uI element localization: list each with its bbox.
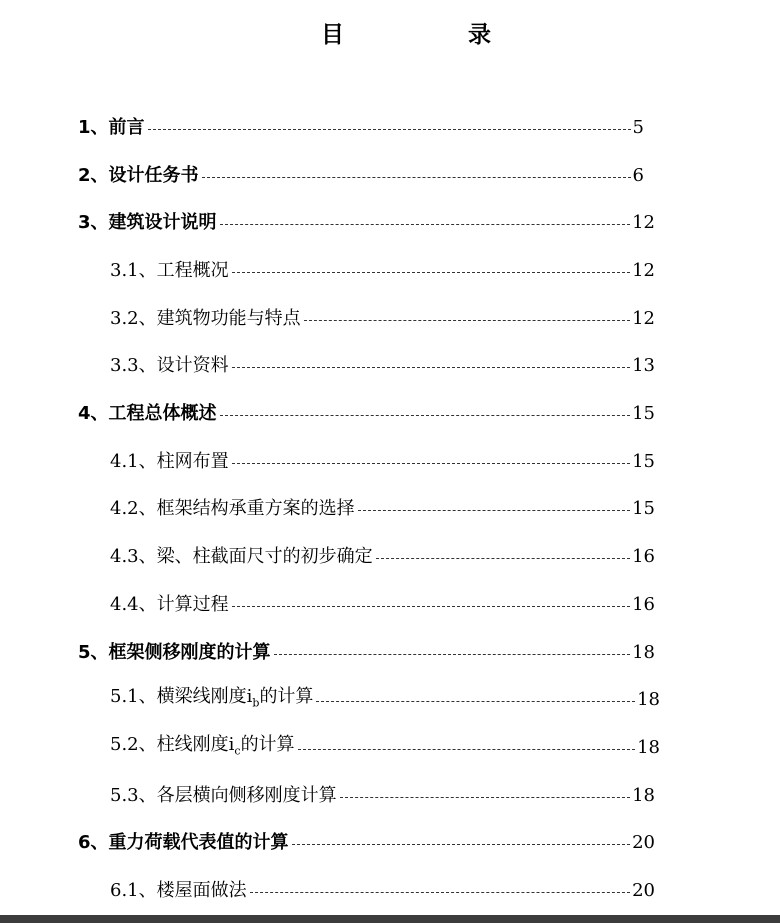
toc-page-number: 15 bbox=[632, 403, 655, 424]
toc-entry[interactable] bbox=[110, 685, 660, 715]
toc-label: 2、设计任务书 bbox=[78, 165, 199, 186]
toc-label: 3.3、设计资料 bbox=[110, 355, 229, 376]
dot-leader bbox=[220, 415, 631, 416]
toc-page-number: 18 bbox=[632, 785, 655, 806]
window-bottom-edge bbox=[0, 915, 780, 923]
toc-page-number: 12 bbox=[632, 308, 655, 329]
toc-entry[interactable] bbox=[78, 399, 655, 429]
toc-label: 4.3、梁、柱截面尺寸的初步确定 bbox=[110, 546, 373, 567]
toc-page-number: 12 bbox=[632, 260, 655, 281]
dot-leader bbox=[232, 367, 630, 368]
toc-page-number: 12 bbox=[632, 212, 655, 233]
toc-entry[interactable] bbox=[110, 351, 655, 381]
dot-leader bbox=[340, 797, 630, 798]
dot-leader bbox=[250, 892, 630, 893]
toc-label: 5、框架侧移刚度的计算 bbox=[78, 642, 271, 663]
toc-entry[interactable] bbox=[78, 161, 644, 191]
toc-entry[interactable] bbox=[78, 638, 655, 668]
toc-label: 3.2、建筑物功能与特点 bbox=[110, 308, 301, 329]
toc-label: 4、工程总体概述 bbox=[78, 403, 217, 424]
toc-entry[interactable] bbox=[110, 447, 655, 477]
toc-entry[interactable] bbox=[110, 256, 655, 286]
toc-entry[interactable] bbox=[110, 542, 655, 572]
toc-page-number: 18 bbox=[632, 642, 655, 663]
toc-page-number: 18 bbox=[637, 689, 660, 710]
toc-label: 6.1、楼屋面做法 bbox=[110, 880, 247, 901]
dot-leader bbox=[232, 606, 630, 607]
toc-label: 5.2、柱线刚度$i_c$的计算 bbox=[110, 733, 295, 758]
toc-entry[interactable] bbox=[110, 304, 655, 334]
dot-leader bbox=[274, 654, 631, 655]
toc-entry[interactable] bbox=[78, 828, 655, 858]
toc-page-number: 18 bbox=[637, 737, 660, 758]
toc-entry[interactable] bbox=[110, 876, 655, 906]
toc-label: 5.3、各层横向侧移刚度计算 bbox=[110, 785, 337, 806]
toc-entry[interactable] bbox=[78, 208, 655, 238]
toc-page-number: 16 bbox=[632, 594, 655, 615]
toc-entry[interactable] bbox=[110, 494, 655, 524]
page-title: 目 录 bbox=[320, 22, 549, 48]
dot-leader bbox=[232, 272, 630, 273]
toc-entry[interactable] bbox=[110, 733, 660, 763]
dot-leader bbox=[316, 701, 635, 702]
toc-label: 4.2、框架结构承重方案的选择 bbox=[110, 498, 355, 519]
dot-leader bbox=[148, 129, 631, 130]
toc-page-number: 15 bbox=[632, 498, 655, 519]
toc-page-number: 20 bbox=[632, 832, 655, 853]
toc-label: 4.4、计算过程 bbox=[110, 594, 229, 615]
toc-label: 6、重力荷载代表值的计算 bbox=[78, 832, 289, 853]
dot-leader bbox=[292, 844, 631, 845]
toc-entry[interactable] bbox=[78, 113, 644, 143]
dot-leader bbox=[376, 558, 630, 559]
toc-entry[interactable] bbox=[110, 781, 655, 811]
dot-leader bbox=[202, 177, 631, 178]
subscript-c: c bbox=[234, 744, 241, 758]
toc-page-number: 6 bbox=[632, 165, 644, 186]
dot-leader bbox=[304, 320, 630, 321]
toc-page-number: 13 bbox=[632, 355, 655, 376]
toc-label: 1、前言 bbox=[78, 117, 145, 138]
toc-page-number: 15 bbox=[632, 451, 655, 472]
toc-label: 5.1、横梁线刚度$i_b$的计算 bbox=[110, 685, 314, 710]
dot-leader bbox=[220, 224, 631, 225]
toc-label: 3.1、工程概况 bbox=[110, 260, 229, 281]
toc-label: 4.1、柱网布置 bbox=[110, 451, 229, 472]
toc-page-number: 20 bbox=[632, 880, 655, 901]
subscript-b: b bbox=[252, 696, 260, 710]
toc-page-number: 5 bbox=[632, 117, 644, 138]
toc-label: 3、建筑设计说明 bbox=[78, 212, 217, 233]
toc-page-number: 16 bbox=[632, 546, 655, 567]
dot-leader bbox=[232, 463, 630, 464]
dot-leader bbox=[298, 749, 636, 750]
dot-leader bbox=[358, 510, 630, 511]
toc-entry[interactable] bbox=[110, 590, 655, 620]
